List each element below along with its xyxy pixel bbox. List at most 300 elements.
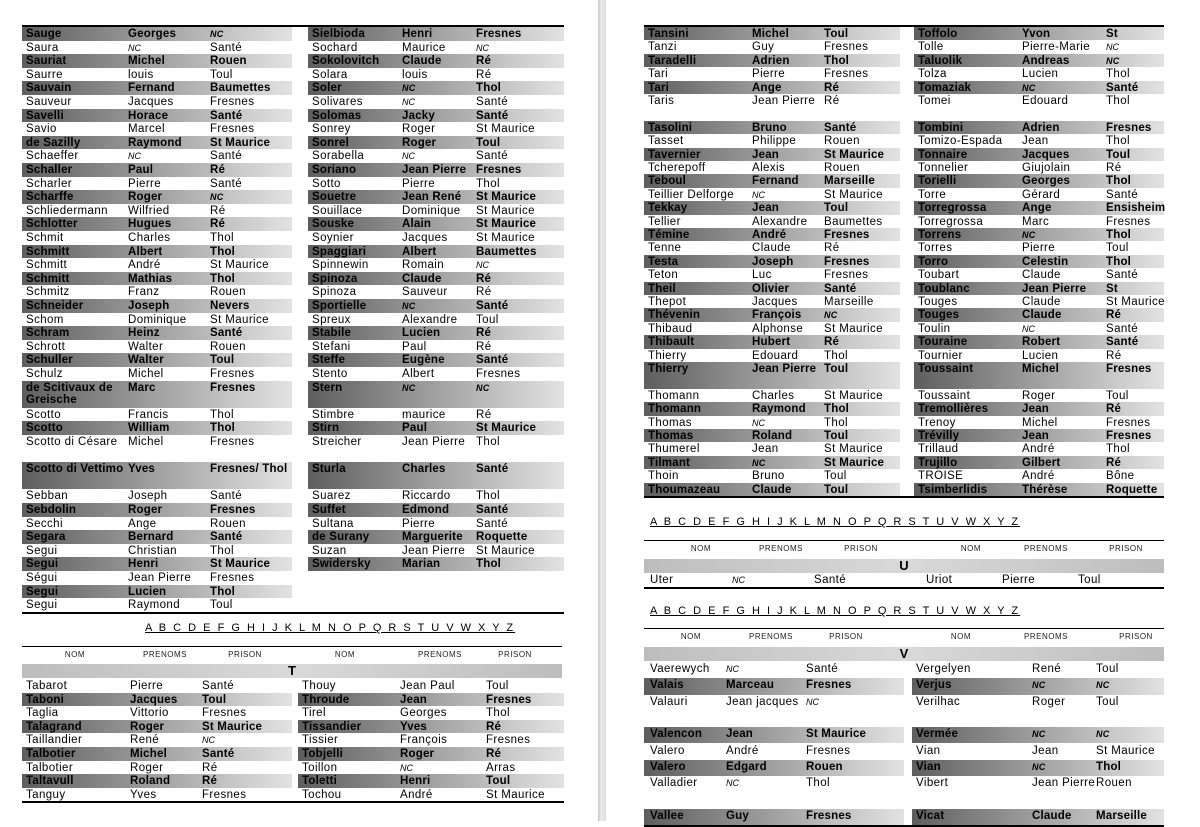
table-row bbox=[0, 571, 598, 585]
cell-nom: Solivares bbox=[312, 96, 363, 108]
cell-nom: Taillandier bbox=[26, 734, 83, 747]
table-row bbox=[0, 367, 598, 381]
cell-prison: Fresnes bbox=[210, 123, 255, 136]
cell-nom: Témine bbox=[648, 229, 690, 241]
table-row bbox=[606, 148, 1200, 161]
cell-prenoms: Alexis bbox=[752, 162, 786, 174]
cell-nom: Suzan bbox=[312, 544, 347, 557]
cell-prison: Rouen bbox=[1096, 777, 1132, 790]
cell-nom: Taluolik bbox=[918, 54, 963, 67]
cell-nom: Stefani bbox=[312, 340, 351, 353]
col-head-prenoms: PRENOMS bbox=[749, 632, 793, 641]
cell-prenoms: René bbox=[1032, 663, 1062, 675]
cell-prison: Fresnes bbox=[476, 28, 522, 40]
cell-prenoms: Marc bbox=[128, 381, 156, 394]
table-row bbox=[0, 517, 598, 531]
divider bbox=[644, 540, 1164, 541]
cell-prenoms: Lucien bbox=[402, 327, 441, 340]
cell-nom: Sauvain bbox=[26, 82, 72, 95]
cell-prenoms: Pierre-Marie bbox=[1022, 41, 1091, 54]
cell-prenoms: Claude bbox=[1022, 296, 1061, 308]
cell-prenoms: René bbox=[130, 734, 160, 747]
cell-prenoms: Thérèse bbox=[1022, 483, 1068, 496]
cell-prenoms: NC bbox=[752, 417, 765, 428]
cell-nom: Schom bbox=[26, 313, 64, 326]
table-row bbox=[606, 94, 1200, 121]
cell-prison: Thol bbox=[1106, 229, 1132, 241]
table-row bbox=[0, 353, 598, 367]
table-rule bbox=[644, 496, 1164, 498]
cell-prison: Nevers bbox=[210, 300, 250, 312]
cell-prison: Ensisheim bbox=[1106, 202, 1166, 215]
cell-prison: St Maurice bbox=[824, 322, 883, 335]
cell-prenoms: Georges bbox=[400, 707, 447, 720]
cell-nom: Taboni bbox=[26, 693, 65, 706]
cell-prenoms: Wilfried bbox=[128, 204, 170, 217]
cell-nom: Saurre bbox=[26, 68, 63, 81]
cell-nom: Tonnelier bbox=[918, 162, 969, 174]
cell-prenoms: Romain bbox=[402, 259, 445, 272]
cell-nom: Teillier Delforge bbox=[648, 188, 735, 201]
table-row bbox=[606, 349, 1200, 362]
cell-nom: Tomizo-Espada bbox=[918, 135, 1003, 148]
cell-nom: Toussaint bbox=[918, 389, 971, 402]
cell-prison: Ré bbox=[476, 272, 492, 285]
cell-prison: Santé bbox=[1106, 269, 1139, 282]
cell-prenoms: Jacques bbox=[752, 296, 798, 308]
cell-prenoms: Jacques bbox=[130, 693, 178, 706]
cell-prenoms: Charles bbox=[402, 463, 446, 476]
cell-prenoms: Pierre bbox=[1022, 242, 1056, 255]
cell-prison: NC bbox=[824, 310, 838, 321]
cell-prenoms: NC bbox=[402, 97, 415, 107]
cell-nom: Thumerel bbox=[648, 443, 700, 456]
alphabet-index[interactable]: A B C D E F G H I J K L M N O P Q R S T U V W X Y Z bbox=[650, 605, 1021, 617]
table-row bbox=[0, 177, 598, 191]
cell-prison: Santé bbox=[210, 109, 243, 122]
table-row bbox=[0, 27, 598, 41]
alphabet-index[interactable]: A B C D E F G H I J K L M N O P Q R S T U V W X Y Z bbox=[145, 622, 516, 634]
table-rule bbox=[22, 612, 564, 614]
cell-nom: Suffet bbox=[312, 504, 346, 516]
cell-prenoms: NC bbox=[1022, 82, 1036, 93]
table-row bbox=[606, 389, 1200, 402]
table-row bbox=[606, 573, 1200, 587]
cell-prison: Santé bbox=[202, 748, 235, 760]
cell-prenoms: André bbox=[128, 259, 161, 272]
cell-nom: Taltavull bbox=[26, 775, 74, 788]
cell-nom: Thomann bbox=[648, 389, 700, 402]
table-row bbox=[0, 326, 598, 340]
cell-prison: NC bbox=[476, 260, 489, 271]
cell-prison: Santé bbox=[210, 150, 243, 163]
cell-prison: Toul bbox=[476, 313, 499, 326]
cell-nom: Toublanc bbox=[918, 282, 970, 295]
cell-prenoms: Jean bbox=[752, 202, 780, 215]
cell-prison: Fresnes bbox=[806, 679, 852, 692]
cell-prison: Thol bbox=[210, 232, 234, 244]
cell-prison: Rouen bbox=[824, 135, 860, 148]
cell-nom: Tansini bbox=[648, 28, 689, 40]
cell-prenoms: Paul bbox=[128, 164, 154, 176]
table-row bbox=[0, 299, 598, 313]
cell-prenoms: Alphonse bbox=[752, 322, 804, 335]
cell-prenoms: Edgard bbox=[726, 760, 767, 773]
cell-nom: Steffe bbox=[312, 354, 346, 367]
table-row bbox=[0, 774, 598, 788]
cell-nom: Tekkay bbox=[648, 202, 688, 215]
cell-prenoms: NC bbox=[732, 575, 745, 585]
cell-prenoms: NC bbox=[1022, 230, 1036, 240]
cell-nom: Scotto bbox=[26, 422, 63, 435]
cell-prison: Thol bbox=[210, 408, 234, 421]
cell-nom: Toulin bbox=[918, 322, 951, 335]
cell-nom: Tanzi bbox=[648, 41, 677, 54]
cell-prenoms: Jean Pierre bbox=[402, 436, 466, 448]
cell-prison: Toul bbox=[476, 136, 501, 149]
cell-nom: Vian bbox=[916, 744, 941, 757]
cell-prenoms: Raymond bbox=[128, 136, 182, 149]
table-row bbox=[0, 788, 598, 802]
cell-prenoms: Walter bbox=[128, 340, 164, 353]
cell-nom: Scotto di Césare bbox=[26, 436, 118, 448]
cell-prison: St Maurice bbox=[476, 191, 537, 204]
cell-prenoms: Jean Pierre bbox=[752, 363, 817, 375]
cell-nom: Tasset bbox=[648, 135, 684, 148]
cell-nom: Toletti bbox=[302, 775, 338, 788]
table-row bbox=[0, 557, 598, 571]
cell-prenoms: Jean bbox=[752, 443, 779, 456]
cell-prison: St Maurice bbox=[476, 204, 535, 217]
cell-nom: Taglia bbox=[26, 707, 59, 720]
cell-prison: Roquette bbox=[476, 531, 528, 544]
cell-prenoms: Luc bbox=[752, 269, 772, 282]
cell-prenoms: Pierre bbox=[1002, 574, 1036, 586]
cell-prison: NC bbox=[210, 192, 224, 203]
cell-prenoms: Bruno bbox=[752, 470, 785, 483]
cell-nom: Schulz bbox=[26, 368, 63, 380]
table-row bbox=[0, 68, 598, 82]
cell-nom: Tabarot bbox=[26, 680, 68, 692]
cell-prenoms: Roger bbox=[400, 748, 435, 760]
table-row bbox=[0, 733, 598, 747]
cell-nom: Torre bbox=[918, 188, 947, 201]
cell-prenoms: Guy bbox=[752, 41, 775, 54]
cell-prison: Thol bbox=[476, 490, 500, 503]
cell-prenoms: Adrien bbox=[1022, 121, 1060, 134]
cell-prenoms: Albert bbox=[128, 245, 163, 258]
cell-prenoms: Michel bbox=[1022, 416, 1058, 429]
table-row bbox=[606, 121, 1200, 134]
cell-prison: Rouen bbox=[210, 55, 247, 68]
cell-prenoms: Jean bbox=[400, 693, 428, 706]
cell-prison: Bône bbox=[1106, 470, 1135, 483]
cell-prison: St Maurice bbox=[824, 443, 883, 456]
table-row bbox=[0, 122, 598, 136]
cell-prison: Ré bbox=[476, 408, 492, 421]
cell-prenoms: Pierre bbox=[128, 177, 162, 190]
cell-prison: Ré bbox=[210, 164, 226, 176]
cell-nom: de Sazilly bbox=[26, 136, 81, 149]
cell-prenoms: Claude bbox=[1032, 809, 1072, 822]
cell-prenoms: Celestin bbox=[1022, 255, 1069, 268]
cell-nom: Talbotier bbox=[26, 761, 74, 774]
cell-prenoms: André bbox=[400, 788, 433, 801]
cell-prison: Fresnes bbox=[210, 436, 255, 448]
table-row bbox=[606, 727, 1200, 743]
cell-prison: Ré bbox=[824, 81, 840, 94]
table-row bbox=[606, 268, 1200, 281]
cell-prenoms: maurice bbox=[402, 408, 446, 421]
cell-prenoms: Jean bbox=[752, 148, 780, 161]
cell-nom: Streicher bbox=[312, 436, 362, 448]
cell-nom: Sebdolin bbox=[26, 504, 77, 516]
cell-nom: Tavernier bbox=[648, 148, 701, 161]
cell-nom: Spinoza bbox=[312, 272, 358, 285]
cell-prison: Toul bbox=[210, 68, 233, 81]
cell-nom: Sochard bbox=[312, 41, 358, 54]
table-row bbox=[606, 483, 1200, 496]
cell-prison: Ré bbox=[486, 748, 502, 760]
cell-prison: Marseille bbox=[824, 175, 876, 188]
cell-prison: Santé bbox=[210, 490, 243, 503]
table-row bbox=[606, 678, 1200, 694]
cell-prenoms: Albert bbox=[402, 245, 437, 258]
cell-nom: Tissier bbox=[302, 734, 339, 747]
table-row bbox=[0, 217, 598, 231]
cell-prison: Toul bbox=[1096, 695, 1119, 708]
table-row bbox=[606, 776, 1200, 809]
cell-prison: Ré bbox=[1106, 309, 1122, 322]
cell-nom: Segui bbox=[26, 599, 58, 612]
cell-prenoms: NC bbox=[402, 301, 416, 311]
cell-prison: Ré bbox=[476, 286, 492, 299]
cell-nom: Uter bbox=[650, 574, 674, 586]
cell-prison: Thol bbox=[1106, 135, 1130, 148]
cell-prison: Thol bbox=[824, 403, 850, 416]
cell-prenoms: NC bbox=[726, 778, 739, 789]
cell-prenoms: NC bbox=[128, 151, 141, 162]
cell-prenoms: Ange bbox=[1022, 202, 1052, 215]
cell-prenoms: Roger bbox=[402, 123, 436, 136]
cell-prenoms: Jean bbox=[1032, 744, 1059, 757]
cell-prison: Santé bbox=[476, 300, 509, 312]
table-row bbox=[606, 27, 1200, 40]
cell-prison: Santé bbox=[1106, 336, 1139, 349]
cell-prison: Ré bbox=[1106, 403, 1122, 416]
alphabet-index[interactable]: A B C D E F G H I J K L M N O P Q R S T U V W X Y Z bbox=[650, 516, 1021, 528]
cell-prenoms: Paul bbox=[402, 340, 427, 353]
cell-prison: Santé bbox=[210, 327, 243, 340]
cell-prison: Toul bbox=[486, 680, 509, 692]
cell-prenoms: Roland bbox=[130, 775, 171, 788]
col-head-prison: PRISON bbox=[844, 544, 878, 553]
cell-prison: Fresnes bbox=[806, 744, 851, 757]
cell-prenoms: Joseph bbox=[752, 255, 794, 268]
cell-nom: Trenoy bbox=[918, 416, 956, 429]
cell-prenoms: Lucien bbox=[128, 585, 167, 598]
table-row bbox=[606, 81, 1200, 94]
cell-prenoms: NC bbox=[726, 664, 739, 674]
cell-prison: Toul bbox=[1096, 663, 1119, 675]
table-row bbox=[0, 706, 598, 720]
cell-prison: Santé bbox=[806, 663, 839, 675]
cell-nom: Segui bbox=[26, 544, 58, 557]
cell-prison: Fresnes bbox=[824, 229, 870, 241]
cell-prenoms: Roger bbox=[1032, 695, 1066, 708]
cell-prison: Toul bbox=[1106, 148, 1131, 161]
cell-prenoms: Eugène bbox=[402, 354, 445, 367]
table-row bbox=[0, 435, 598, 462]
cell-prenoms: Yves bbox=[130, 788, 157, 801]
table-row bbox=[0, 41, 598, 55]
cell-prenoms: NC bbox=[1032, 680, 1046, 691]
cell-prenoms: Raymond bbox=[128, 599, 181, 612]
cell-prison: Thol bbox=[806, 777, 830, 790]
cell-nom: Solomas bbox=[312, 109, 362, 122]
cell-nom: Tasolini bbox=[648, 121, 693, 134]
table-row bbox=[606, 362, 1200, 389]
cell-prison: St Maurice bbox=[824, 148, 885, 161]
cell-prenoms: Franz bbox=[128, 286, 160, 299]
cell-prison: NC bbox=[202, 735, 215, 746]
cell-prison: Toul bbox=[824, 202, 849, 215]
cell-nom: Vallee bbox=[650, 809, 684, 822]
cell-prison: Fresnes bbox=[202, 788, 247, 801]
cell-prison: Rouen bbox=[806, 760, 843, 773]
cell-nom: Schmit bbox=[26, 232, 64, 244]
cell-nom: Testa bbox=[648, 255, 679, 268]
cell-prison: Ré bbox=[824, 95, 840, 107]
cell-nom: Sultana bbox=[312, 517, 354, 530]
cell-prison: Fresnes bbox=[824, 68, 869, 81]
cell-prenoms: Marc bbox=[1022, 215, 1050, 228]
cell-prison: Santé bbox=[824, 282, 857, 295]
cell-prison: Santé bbox=[476, 354, 509, 367]
cell-nom: Tari bbox=[648, 81, 670, 94]
cell-nom: Teboul bbox=[648, 175, 687, 188]
cell-prison: Santé bbox=[476, 463, 509, 476]
cell-prison: St Maurice bbox=[476, 232, 535, 244]
cell-prenoms: Fernand bbox=[128, 82, 175, 95]
table-row bbox=[0, 258, 598, 272]
table-row bbox=[606, 174, 1200, 187]
cell-prenoms: NC bbox=[402, 83, 416, 94]
col-head-prison: PRISON bbox=[1109, 544, 1143, 553]
cell-prison: Thol bbox=[476, 558, 502, 571]
cell-nom: Tanguy bbox=[26, 788, 66, 801]
cell-prison: St Maurice bbox=[210, 136, 271, 149]
col-head-nom: NOM bbox=[950, 632, 972, 641]
table-row bbox=[0, 190, 598, 204]
cell-nom: Touraine bbox=[918, 336, 968, 349]
cell-prenoms: Alexandre bbox=[752, 215, 808, 228]
cell-prison: St Maurice bbox=[824, 188, 883, 201]
cell-prison: Thol bbox=[824, 416, 848, 429]
cell-prenoms: Horace bbox=[128, 109, 169, 122]
cell-prison: Ré bbox=[1106, 349, 1122, 362]
cell-prenoms: Michel bbox=[752, 28, 789, 40]
col-head-nom: NOM bbox=[960, 544, 982, 553]
cell-nom: Torielli bbox=[918, 175, 957, 188]
cell-prenoms: Joseph bbox=[128, 490, 168, 503]
cell-prison: Ré bbox=[210, 204, 226, 217]
table-row bbox=[606, 255, 1200, 268]
col-head-prison: PRISON bbox=[228, 650, 262, 659]
cell-prenoms: Dominique bbox=[128, 313, 187, 326]
cell-prenoms: Alexandre bbox=[402, 313, 458, 326]
cell-prison: St Maurice bbox=[202, 720, 263, 733]
cell-nom: Throude bbox=[302, 693, 350, 706]
cell-prenoms: Jean Pierre bbox=[128, 572, 192, 584]
table-row bbox=[606, 469, 1200, 482]
cell-nom: Soynier bbox=[312, 232, 354, 244]
cell-prenoms: Jean Pierre bbox=[752, 95, 816, 107]
col-head-prenoms: PRENOMS bbox=[1024, 544, 1068, 553]
cell-prison: Santé bbox=[210, 177, 243, 190]
cell-nom: Torrens bbox=[918, 229, 962, 241]
section-header-t: T bbox=[22, 664, 562, 678]
right-page bbox=[606, 0, 1200, 821]
table-row bbox=[606, 402, 1200, 415]
cell-nom: Schliedermann bbox=[26, 204, 108, 217]
cell-prenoms: Jean Pierre bbox=[1022, 282, 1087, 295]
cell-nom: Spinnewin bbox=[312, 259, 369, 272]
cell-nom: Spreux bbox=[312, 313, 351, 326]
table-row bbox=[606, 760, 1200, 776]
cell-prenoms: Roger bbox=[128, 504, 163, 516]
cell-prison: Toul bbox=[1106, 242, 1129, 255]
cell-nom: Torres bbox=[918, 242, 953, 255]
cell-prenoms: Marcel bbox=[128, 123, 165, 136]
cell-prenoms: NC bbox=[402, 382, 416, 393]
cell-nom: Schmitt bbox=[26, 272, 70, 285]
cell-nom: Sauriat bbox=[26, 55, 67, 68]
cell-nom: Sokolovitch bbox=[312, 55, 380, 68]
table-row bbox=[0, 272, 598, 286]
col-head-prenoms: PRENOMS bbox=[418, 650, 462, 659]
cell-prenoms: Michel bbox=[128, 436, 164, 448]
cell-prenoms: Hubert bbox=[752, 336, 791, 349]
cell-nom: Vergelyen bbox=[916, 663, 971, 675]
cell-prenoms: Roland bbox=[752, 430, 793, 442]
cell-nom: Thomas bbox=[648, 416, 692, 429]
cell-prison: NC bbox=[210, 29, 224, 39]
cell-prison: Toul bbox=[202, 693, 227, 706]
cell-nom: Schram bbox=[26, 327, 70, 340]
cell-prison: Toul bbox=[1078, 574, 1101, 586]
cell-prenoms: Michel bbox=[128, 55, 165, 68]
cell-nom: Torregrossa bbox=[918, 215, 984, 228]
cell-nom: Tilmant bbox=[648, 456, 691, 469]
cell-prenoms: Olivier bbox=[752, 282, 790, 295]
cell-prenoms: Gilbert bbox=[1022, 456, 1061, 469]
cell-prison: St Maurice bbox=[476, 123, 535, 136]
table-row bbox=[606, 429, 1200, 442]
cell-prenoms: Charles bbox=[128, 232, 171, 244]
cell-nom: Sportielle bbox=[312, 300, 367, 312]
cell-prenoms: Heinz bbox=[128, 327, 160, 340]
cell-nom: Savelli bbox=[26, 109, 64, 122]
cell-prenoms: Claude bbox=[752, 483, 792, 496]
cell-prenoms: Riccardo bbox=[402, 490, 451, 503]
table-rule bbox=[644, 25, 1164, 27]
table-row bbox=[606, 188, 1200, 201]
table-row bbox=[606, 54, 1200, 67]
cell-nom: Solara bbox=[312, 68, 348, 81]
cell-prison: Ré bbox=[486, 720, 502, 733]
table-row bbox=[606, 161, 1200, 174]
